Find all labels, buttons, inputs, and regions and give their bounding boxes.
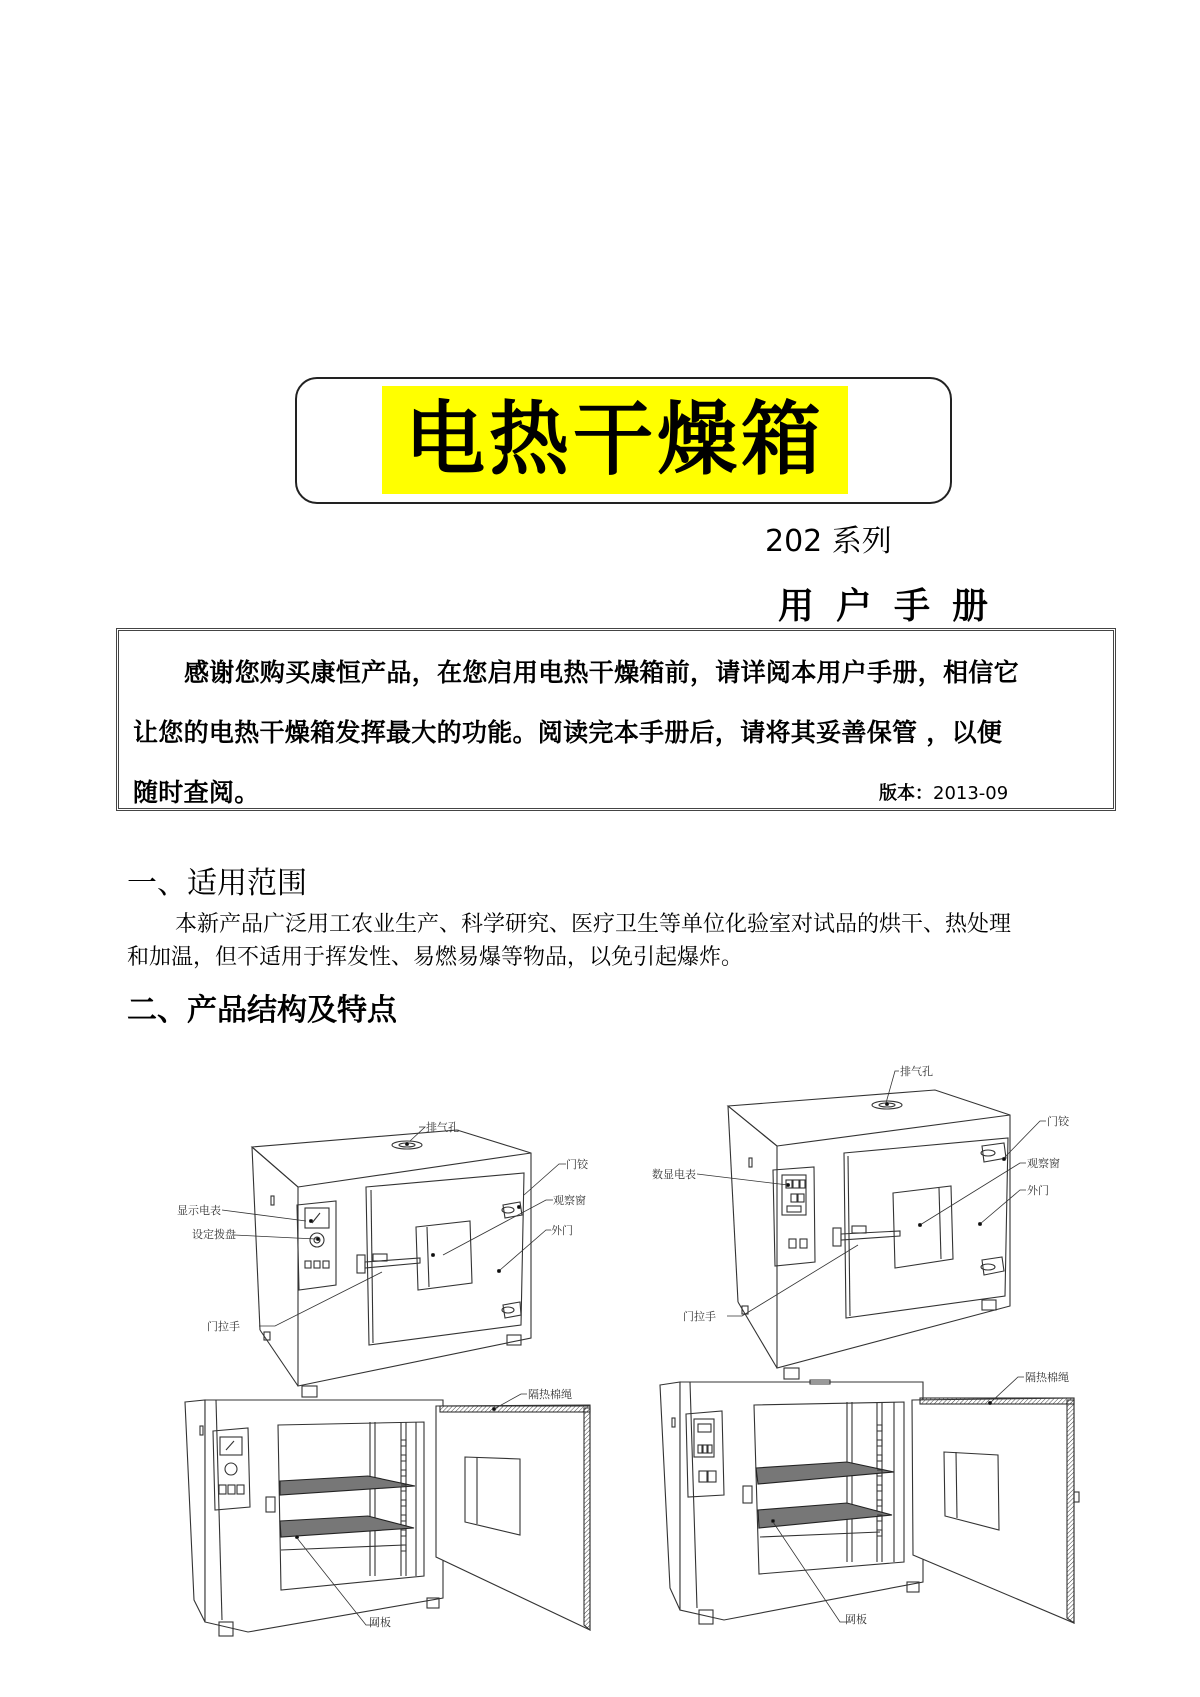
label-door-handle-tl: 门拉手 xyxy=(207,1320,240,1333)
label-digital-meter: 数显电表 xyxy=(652,1168,696,1181)
figure-bottom-right xyxy=(660,1377,1079,1624)
label-set-dial: 设定拨盘 xyxy=(192,1228,236,1241)
label-insulation-rope-bl: 隔热棉绳 xyxy=(528,1388,572,1401)
intro-line-2: 让您的电热干燥箱发挥最大的功能。阅读完本手册后，请将其妥善保管 ，以便 xyxy=(133,718,1003,747)
intro-line-3: 随时查阅。 xyxy=(133,778,260,807)
label-door-handle-tr: 门拉手 xyxy=(683,1310,716,1323)
figure-top-left xyxy=(222,1127,566,1397)
intro-line-1: 感谢您购买康恒产品，在您启用电热干燥箱前，请详阅本用户手册，相信它 xyxy=(184,658,1019,687)
label-outer-door-tr: 外门 xyxy=(1027,1184,1049,1197)
version-label: 版本： xyxy=(879,783,933,804)
manual-label: 用户手册 xyxy=(778,585,1011,627)
label-mesh-shelf-bl: 网板 xyxy=(369,1616,391,1629)
scope-paragraph-line-2: 和加温，但不适用于挥发性、易燃易爆等物品，以免引起爆炸。 xyxy=(127,945,744,970)
label-window-tl: 观察窗 xyxy=(553,1194,586,1207)
label-outer-door-tl: 外门 xyxy=(551,1224,573,1237)
scope-paragraph-line-1: 本新产品广泛用工农业生产、科学研究、医疗卫生等单位化验室对试品的烘干、热处理 xyxy=(175,912,1012,937)
label-window-tr: 观察窗 xyxy=(1027,1157,1060,1170)
intro-box xyxy=(116,628,1116,811)
label-hinge-tl: 门铰 xyxy=(566,1158,588,1171)
oven-illustrations xyxy=(0,1030,1200,1670)
label-vent-tr: 排气孔 xyxy=(900,1065,933,1078)
version-info xyxy=(879,779,1008,805)
figure-top-right xyxy=(697,1071,1046,1379)
label-hinge-tr: 门铰 xyxy=(1047,1115,1069,1128)
label-mesh-shelf-br: 网板 xyxy=(845,1613,867,1626)
figure-bottom-left xyxy=(185,1394,590,1636)
section-heading-scope: 一、适用范围 xyxy=(127,866,307,901)
label-display-meter: 显示电表 xyxy=(177,1204,221,1217)
label-insulation-rope-br: 隔热棉绳 xyxy=(1025,1371,1069,1384)
document-title: 电热干燥箱 xyxy=(405,393,825,486)
series-label: 202 系列 xyxy=(765,524,892,559)
version-value: 2013-09 xyxy=(933,783,1009,804)
section-heading-structure: 二、产品结构及特点 xyxy=(127,993,397,1028)
label-vent-tl: 排气孔 xyxy=(426,1121,459,1134)
